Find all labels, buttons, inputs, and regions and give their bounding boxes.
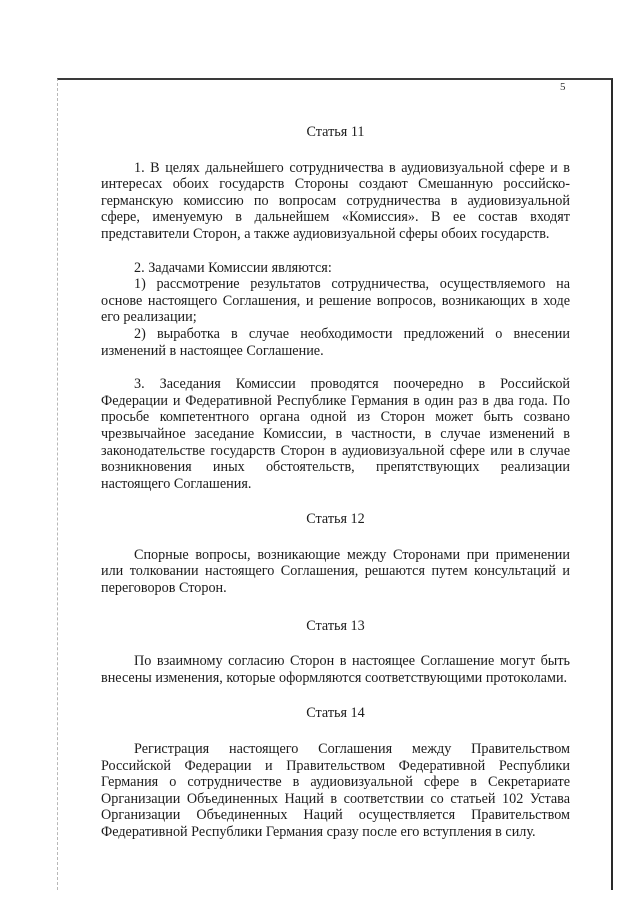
article-14-title: Статья 14 bbox=[306, 705, 365, 722]
article-12-paragraph: Спорные вопросы, возникающие между Сторонами при применении или толковании настоящего Соглашения, решаются путем консультаций и переговоров Сторон. bbox=[101, 546, 570, 597]
article-11-item-1: 1) рассмотрение результатов сотрудничества, осуществляемого на основе настоящего Соглашения, и решение вопросов, возникающих в ходе его реализации; bbox=[101, 276, 570, 326]
article-11-item-2: 2) выработка в случае необходимости предложений о внесении изменений в настоящее Соглашение. bbox=[101, 325, 570, 359]
article-13-title: Статья 13 bbox=[306, 617, 365, 634]
page-number: 5 bbox=[560, 81, 566, 93]
article-14-paragraph: Регистрация настоящего Соглашения между Правительством Российской Федерации и Правительством Федеративной Республики Германия о сотрудничестве в аудиовизуальной сфере в Секретариате Организации Объединенных Наций в соответствии со статьей 102 Устава Организации Объединенных Наций осуществляется Правительством Федеративной Республики Германия сразу после его вступления в силу. bbox=[101, 741, 570, 840]
article-13-paragraph: По взаимному согласию Сторон в настоящее Соглашение могут быть внесены изменения, которые оформляются соответствующими протоколами. bbox=[101, 653, 570, 686]
article-11-paragraph-1: 1. В целях дальнейшего сотрудничества в аудиовизуальной сфере и в интересах обоих государств Стороны создают Смешанную российско-германскую комиссию по вопросам сотрудничества в аудиовизуальной сфере, именуемую в дальнейшем «Комиссия». В ее состав входят представители Сторон, а также аудиовизуальной сферы обоих государств. bbox=[101, 159, 570, 242]
article-11-paragraph-2: 2. Задачами Комиссии являются: bbox=[134, 259, 332, 276]
document-body bbox=[101, 100, 570, 841]
article-11-paragraph-3: 3. Заседания Комиссии проводятся поочередно в Российской Федерации и Федеративной Республике Германия в один раз в два года. По просьбе компетентного органа одной из Сторон может быть созвано чрезвычайное заседание Комиссии, в частности, в случае изменений в законодательстве государств Сторон в аудиовизуальной сфере или в случае возникновения иных обстоятельств, препятствующих реализации настоящего Соглашения. bbox=[101, 376, 570, 492]
article-12-title: Статья 12 bbox=[306, 511, 365, 528]
article-11-title: Статья 11 bbox=[306, 124, 365, 140]
